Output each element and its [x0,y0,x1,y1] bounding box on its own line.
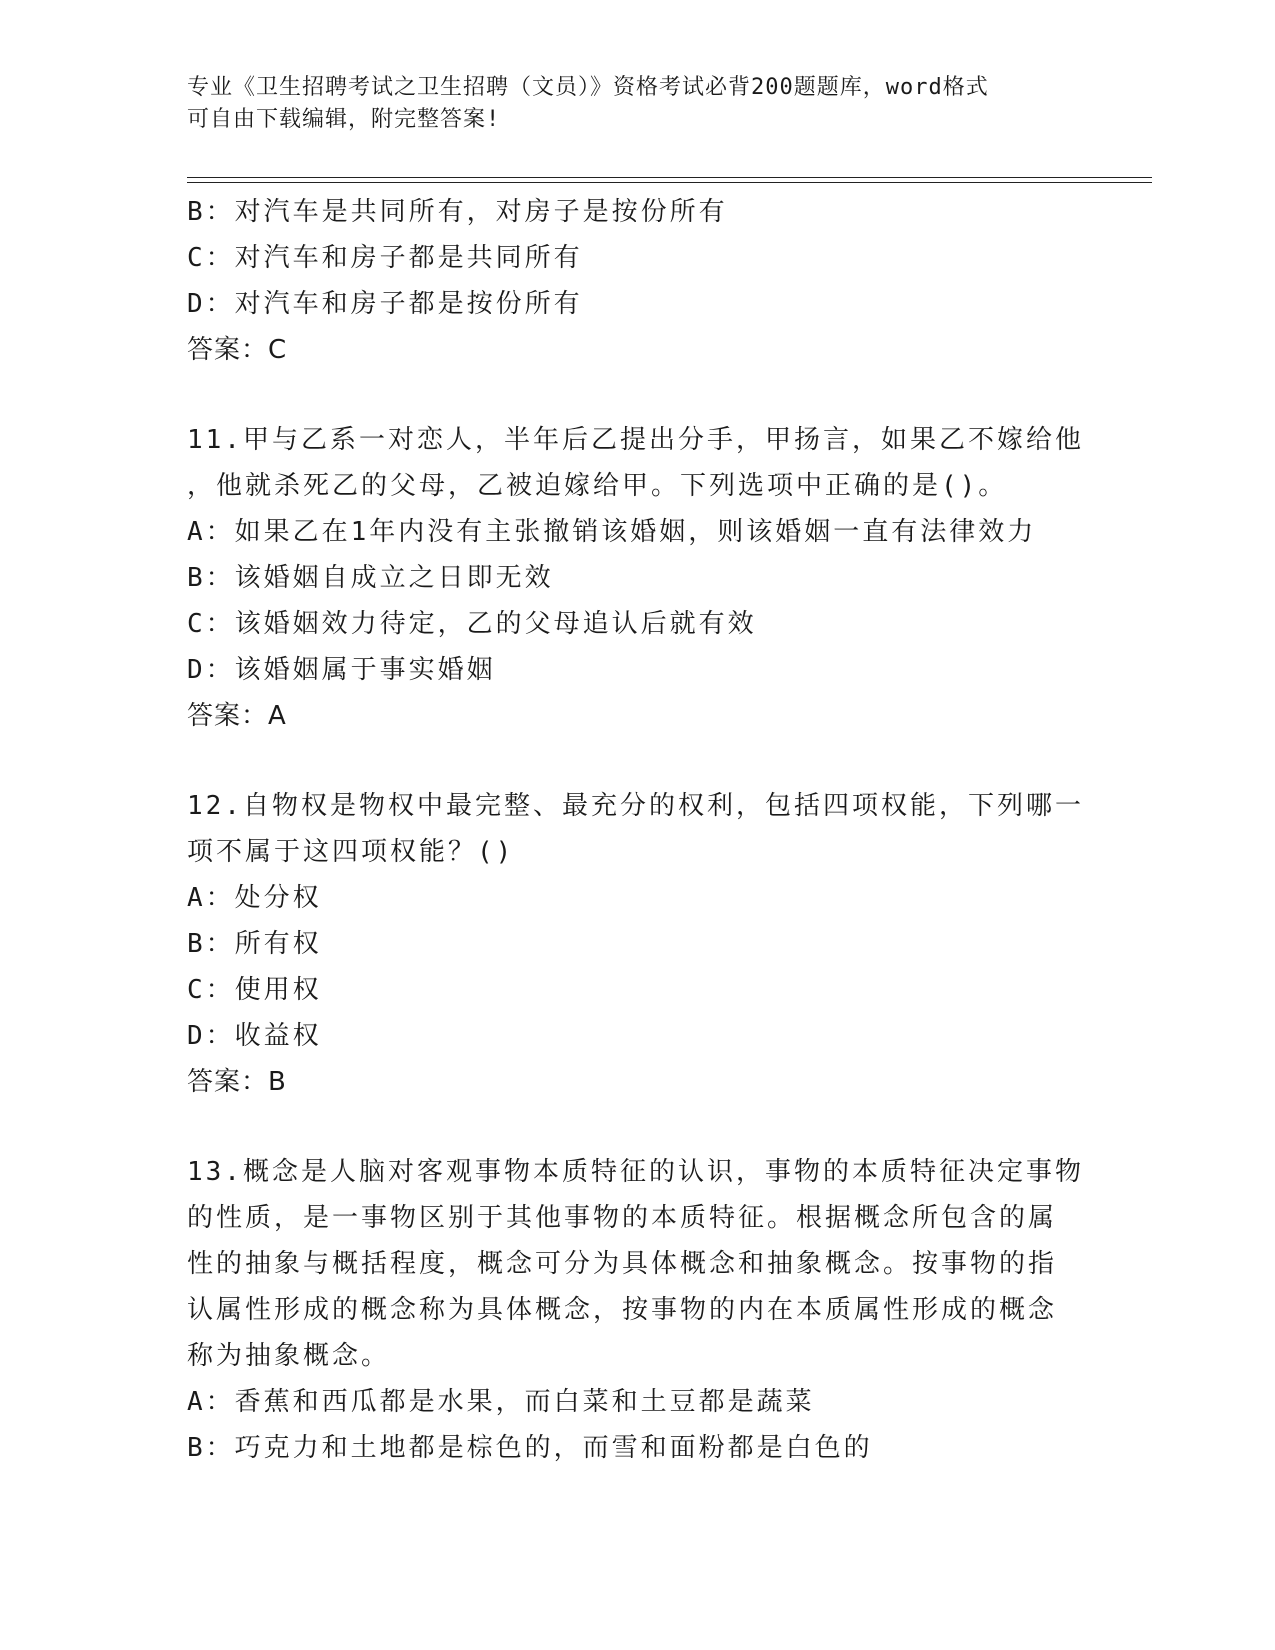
question-stem-line: 性的抽象与概括程度，概念可分为具体概念和抽象概念。按事物的指 [187,1249,1058,1279]
question-12 [187,783,1087,1105]
question-stem-line: 认属性形成的概念称为具体概念，按事物的内在本质属性形成的概念 [187,1295,1058,1325]
option-c: C：使用权 [187,975,322,1005]
answer: 答案：A [187,701,287,731]
header-divider-top [187,177,1152,178]
header-divider-bottom [187,182,1152,183]
option-a: A：香蕉和西瓜都是水果，而白菜和土豆都是蔬菜 [187,1387,815,1417]
option-d: D：对汽车和房子都是按份所有 [187,289,583,319]
question-13 [187,1149,1087,1471]
question-stem-line: 11.甲与乙系一对恋人，半年后乙提出分手，甲扬言，如果乙不嫁给他 [187,425,1084,455]
option-c: C：该婚姻效力待定，乙的父母追认后就有效 [187,609,757,639]
option-b: B：对汽车是共同所有，对房子是按份所有 [187,197,728,227]
question-11 [187,417,1087,739]
spacer [187,1105,1087,1149]
option-d: D：该婚姻属于事实婚姻 [187,655,496,685]
answer: 答案：C [187,335,288,365]
option-a: A：处分权 [187,883,322,913]
spacer [187,373,1087,417]
option-b: B：巧克力和土地都是棕色的，而雪和面粉都是白色的 [187,1433,873,1463]
header-line-2: 可自由下载编辑，附完整答案! [187,107,501,132]
question-stem-line: 的性质，是一事物区别于其他事物的本质特征。根据概念所包含的属 [187,1203,1058,1233]
question-10 [187,189,1087,373]
header-line-1: 专业《卫生招聘考试之卫生招聘（文员）》资格考试必背200题题库，word格式 [187,75,989,100]
question-content [187,189,1087,1471]
option-d: D：收益权 [187,1021,322,1051]
answer: 答案：B [187,1067,287,1097]
page-header [187,72,1067,136]
question-stem-line: 项不属于这四项权能？() [187,837,515,867]
option-b: B：该婚姻自成立之日即无效 [187,563,554,593]
option-c: C：对汽车和房子都是共同所有 [187,243,583,273]
option-b: B：所有权 [187,929,322,959]
question-stem-line: ，他就杀死乙的父母，乙被迫嫁给甲。下列选项中正确的是()。 [187,471,1008,501]
option-a: A：如果乙在1年内没有主张撤销该婚姻，则该婚姻一直有法律效力 [187,517,1037,547]
question-stem-line: 12.自物权是物权中最完整、最充分的权利，包括四项权能，下列哪一 [187,791,1084,821]
spacer [187,739,1087,783]
question-stem-line: 13.概念是人脑对客观事物本质特征的认识，事物的本质特征决定事物 [187,1157,1084,1187]
question-stem-line: 称为抽象概念。 [187,1341,391,1371]
